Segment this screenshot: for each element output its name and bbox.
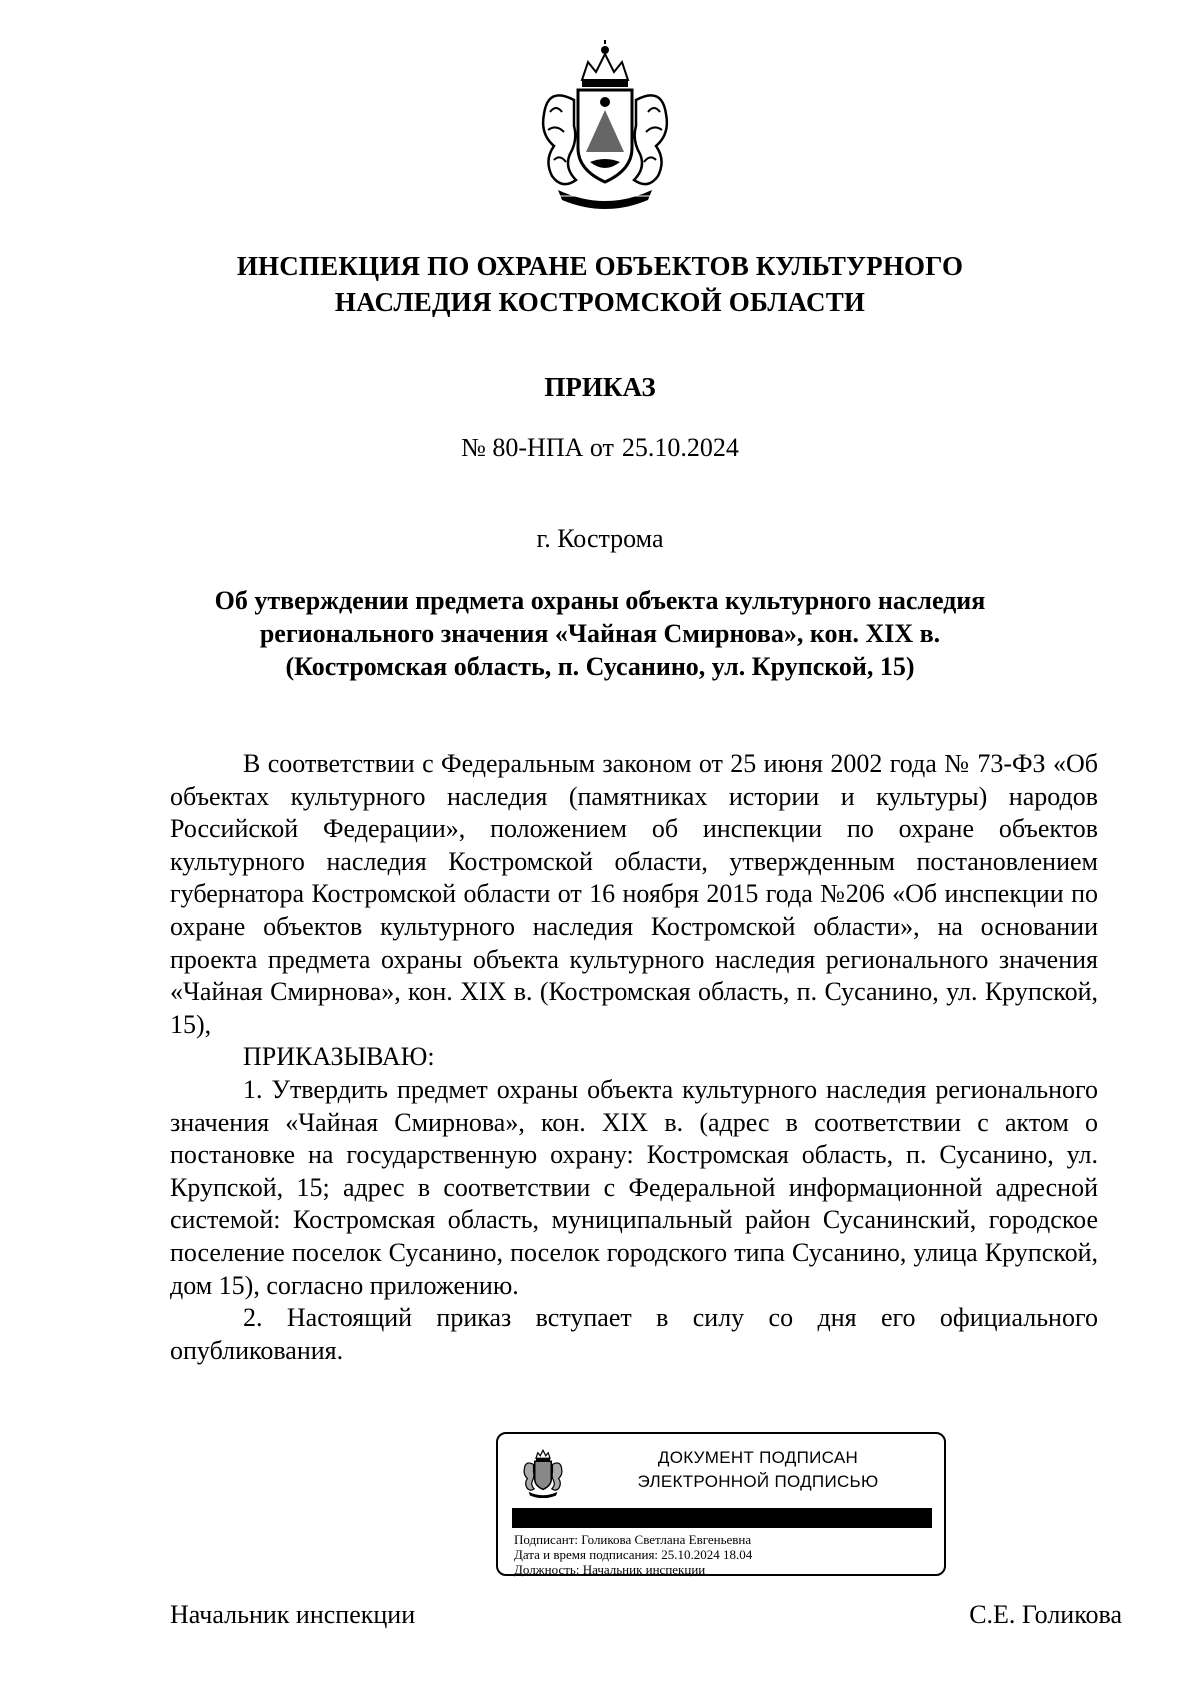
subject-line-3: (Костромская область, п. Сусанино, ул. Крупской, 15) [285,652,915,681]
e-signature-title-line-2: ЭЛЕКТРОННОЙ ПОДПИСЬЮ [637,1472,879,1491]
org-line-2: НАСЛЕДИЯ КОСТРОМСКОЙ ОБЛАСТИ [334,287,866,317]
document-date: 25.10.2024 [621,433,739,462]
e-signature-stamp [496,1432,946,1576]
e-signature-datetime: Дата и время подписания: 25.10.2024 18.04 [514,1547,753,1562]
command-heading: ПРИКАЗЫВАЮ: [243,1042,435,1072]
preamble-paragraph: В соответствии с Федеральным законом от 25 июня 2002 года № 73-ФЗ «Об объектах культурного наследия (памятниках истории и культуры) народов Российской Федерации», положением об инспекции по охране объектов культурного наследия Костромской области, утвержденным постановлением губернатора Костромской области от 16 ноября 2015 года №206 «Об инспекции по охране объектов культурного наследия Костромской области», на основании проекта предмета охраны объекта культурного наследия регионального значения «Чайная Смирнова», кон. XIX в. (Костромская область, п. Сусанино, ул. Крупской, 15), [170,749,1098,1039]
order-item-2: 2. Настоящий приказ вступает в силу со дня его официального опубликования. [170,1303,1098,1365]
coat-of-arms-icon [530,40,680,210]
redacted-certificate-bar [512,1508,932,1528]
subject-line-1: Об утверждении предмета охраны объекта культурного наследия [214,586,986,615]
e-signature-signer: Подписант: Голикова Светлана Евгеньевна [514,1532,752,1547]
document-number [400,433,800,463]
subject-line-2: регионального значения «Чайная Смирнова», кон. XIX в. [259,619,941,648]
order-item-1: 1. Утвердить предмет охраны объекта культурного наследия регионального значения «Чайная Смирнова», кон. XIX в. (адрес в соответствии с актом о постановке на государственную охрану: Костромская область, п. Сусанино, ул. Крупской, 15; адрес в соответствии с Федеральной информационной адресной системой: Костромская область, муниципальный район Сусанинский, городское поселение поселок Сусанино, поселок городского типа Сусанино, улица Крупской, дом 15), согласно приложению. [170,1074,1098,1300]
issuing-organization [200,248,1000,320]
e-signature-details [514,1532,934,1577]
document-type: ПРИКАЗ [544,372,656,402]
document-body [170,748,1098,1367]
org-line-1: ИНСПЕКЦИЯ ПО ОХРАНЕ ОБЪЕКТОВ КУЛЬТУРНОГО [236,251,964,281]
e-signature-title-line-1: ДОКУМЕНТ ПОДПИСАН [657,1448,859,1467]
signatory-name: С.Е. Голикова [969,1600,1122,1629]
document-subject [170,584,1030,683]
coat-of-arms-icon [520,1446,566,1498]
document-number-label: № 80-НПА от [461,433,614,462]
document-city: г. Кострома [536,524,664,553]
e-signature-position: Должность: Начальник инспекции [514,1562,706,1577]
e-signature-title [578,1446,938,1494]
signatory-position: Начальник инспекции [170,1600,416,1629]
